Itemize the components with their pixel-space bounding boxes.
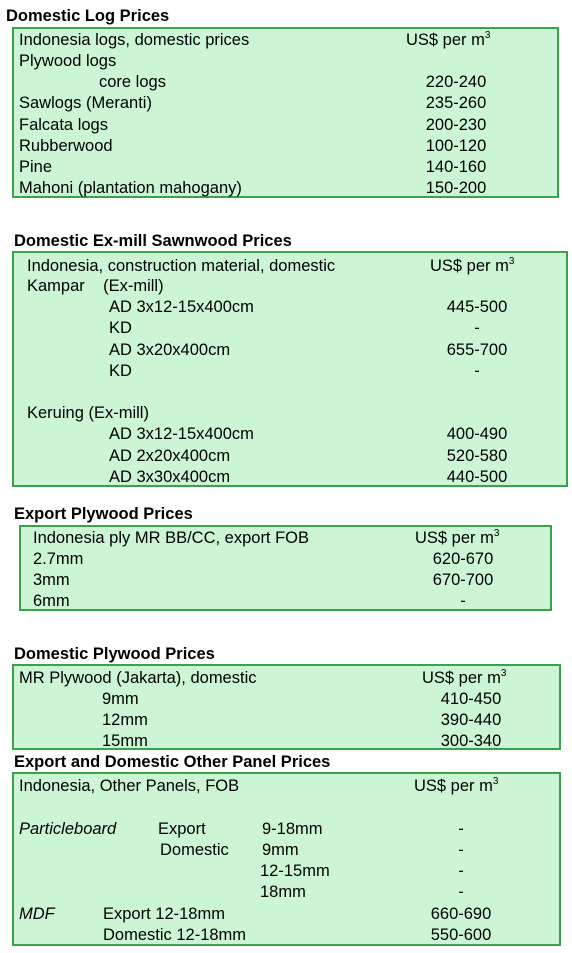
row-label: 9mm xyxy=(102,690,139,708)
row-price: 550-600 xyxy=(430,926,492,944)
row-label: KD xyxy=(109,362,132,380)
row-price: 220-240 xyxy=(425,73,487,91)
sawnwood-table xyxy=(12,251,568,487)
domestic-plywood-heading: Domestic Plywood Prices xyxy=(14,645,215,663)
row-size: 12-15mm xyxy=(260,862,330,880)
row-price: - xyxy=(474,362,480,380)
row-price: - xyxy=(458,841,464,859)
row-price: 655-700 xyxy=(446,341,508,359)
row-label: AD 3x30x400cm xyxy=(109,468,231,486)
export-plywood-table xyxy=(19,525,552,611)
row-label: 3mm xyxy=(33,571,70,589)
row-price: 200-230 xyxy=(425,116,487,134)
domestic-log-heading: Domestic Log Prices xyxy=(6,7,170,25)
other-panel-table xyxy=(12,772,561,946)
row-price: 400-490 xyxy=(446,425,508,443)
row-label: Falcata logs xyxy=(19,116,108,134)
row-price: - xyxy=(474,319,480,337)
row-label: Export 12-18mm xyxy=(103,905,225,923)
export-plywood-heading: Export Plywood Prices xyxy=(14,505,193,523)
unit-label: US$ per $m^3$ xyxy=(415,528,500,547)
row-label: Mahoni (plantation mahogany) xyxy=(19,179,242,197)
table-header-label: Indonesia, Other Panels, FOB xyxy=(19,777,240,795)
export-label: Export xyxy=(158,820,206,838)
row-label: Pine xyxy=(19,158,53,176)
other-panel-heading: Export and Domestic Other Panel Prices xyxy=(14,753,331,771)
row-size: 18mm xyxy=(260,883,306,901)
row-label: 15mm xyxy=(102,732,148,750)
table-header-label: Indonesia ply MR BB/CC, export FOB xyxy=(33,529,310,547)
row-price: 390-440 xyxy=(440,711,502,729)
row-price: 445-500 xyxy=(446,298,508,316)
row-label: KD xyxy=(109,319,132,337)
row-price: 670-700 xyxy=(432,571,494,589)
domestic-label: Domestic xyxy=(160,841,229,859)
unit-label: US$ per $m^3$ xyxy=(430,256,515,275)
table-header-label: Indonesia logs, domestic prices xyxy=(19,31,250,49)
row-price: 150-200 xyxy=(425,179,487,197)
row-label: AD 3x20x400cm xyxy=(109,341,231,359)
unit-label: US$ per $m^3$ xyxy=(406,30,491,49)
row-label: Keruing (Ex-mill) xyxy=(27,404,149,422)
row-label: AD 3x12-15x400cm xyxy=(109,298,254,316)
row-price: 235-260 xyxy=(425,94,487,112)
row-price: 620-670 xyxy=(432,550,494,568)
row-price: 440-500 xyxy=(446,468,508,486)
row-label: 12mm xyxy=(102,711,148,729)
domestic-log-table xyxy=(12,27,559,198)
row-label: AD 3x12-15x400cm xyxy=(109,425,254,443)
row-size: 9-18mm xyxy=(262,820,323,838)
row-price: 520-580 xyxy=(446,447,508,465)
mdf-label: MDF xyxy=(19,905,55,923)
particleboard-label: Particleboard xyxy=(19,820,117,838)
row-price: 140-160 xyxy=(425,158,487,176)
row-price: 300-340 xyxy=(440,732,502,750)
table-header-label: Indonesia, construction material, domestic xyxy=(27,257,336,275)
row-price: - xyxy=(458,862,464,880)
row-price: 410-450 xyxy=(440,690,502,708)
row-label: Rubberwood xyxy=(19,137,113,155)
row-price: - xyxy=(458,883,464,901)
unit-label: US$ per $m^3$ xyxy=(414,776,499,795)
row-label: Domestic 12-18mm xyxy=(103,926,247,944)
row-label: core logs xyxy=(99,73,166,91)
table-header-label: MR Plywood (Jakarta), domestic xyxy=(19,669,257,687)
row-label: 6mm xyxy=(33,592,70,610)
row-label: 2.7mm xyxy=(33,550,84,568)
row-label: Sawlogs (Meranti) xyxy=(19,94,152,112)
row-price: 100-120 xyxy=(425,137,487,155)
row-price: - xyxy=(458,820,464,838)
row-price: - xyxy=(460,592,466,610)
row-label: Kampar (Ex-mill) xyxy=(27,277,164,295)
unit-label: US$ per $m^3$ xyxy=(422,668,507,687)
row-price: 660-690 xyxy=(430,905,492,923)
row-size: 9mm xyxy=(262,841,299,859)
domestic-plywood-table xyxy=(12,664,561,750)
row-label: Plywood logs xyxy=(19,52,117,70)
row-label: AD 2x20x400cm xyxy=(109,447,231,465)
sawnwood-heading: Domestic Ex-mill Sawnwood Prices xyxy=(14,232,292,250)
